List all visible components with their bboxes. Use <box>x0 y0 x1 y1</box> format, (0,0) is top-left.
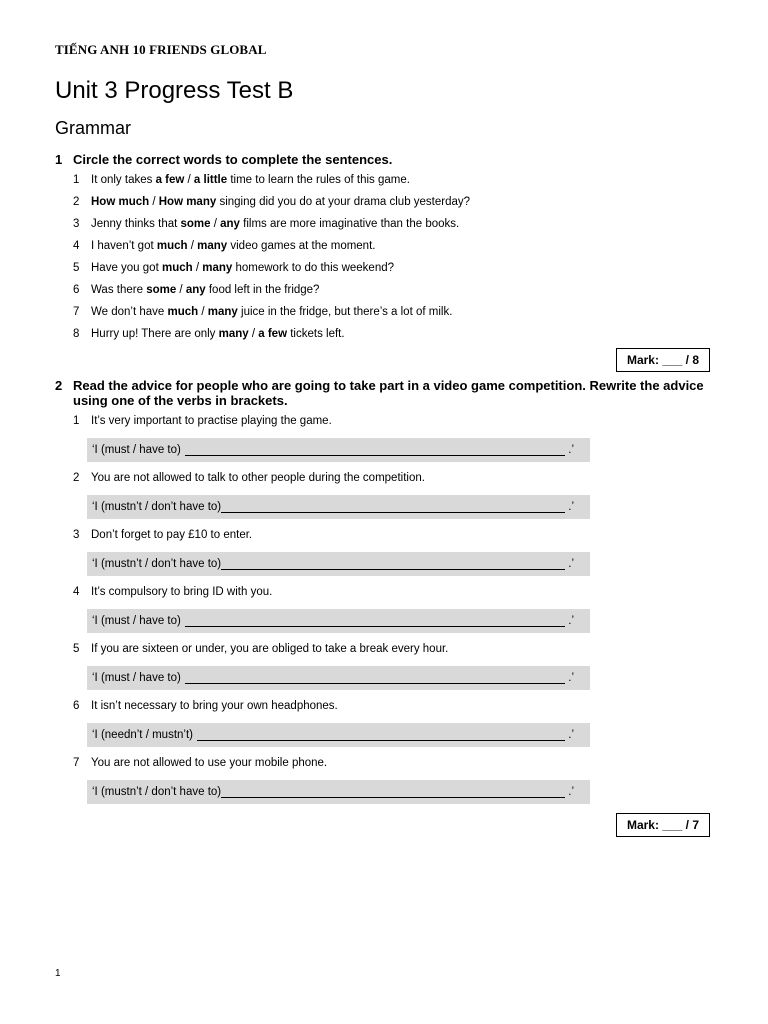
item-number: 4 <box>73 240 80 252</box>
mark-box-q2: Mark: ___ / 7 <box>616 813 710 837</box>
item-number: 5 <box>73 262 80 274</box>
item-number: 2 <box>73 196 80 208</box>
answer-blank-line[interactable] <box>221 797 565 798</box>
choice-separator: / <box>198 306 208 318</box>
text-post: video games at the moment. <box>227 240 376 252</box>
choice-separator: / <box>210 218 221 230</box>
item-text <box>91 326 345 342</box>
choice-separator: / <box>187 240 198 252</box>
text-pre: Jenny thinks that <box>91 218 181 230</box>
choice-option-b[interactable]: a little <box>193 174 228 186</box>
choice-separator: / <box>192 262 203 274</box>
item-text: It’s very important to practise playing the game. <box>91 415 332 427</box>
item-text <box>91 260 394 276</box>
choice-option-a[interactable]: a few <box>155 174 185 186</box>
choice-separator: / <box>248 328 259 340</box>
choice-option-b[interactable]: many <box>202 262 233 274</box>
choice-option-a[interactable]: much <box>161 262 193 274</box>
choice-option-a[interactable]: How much <box>91 196 150 208</box>
answer-prompt: ‘I (mustn’t / don’t have to) <box>92 501 222 513</box>
item-number: 2 <box>73 472 80 484</box>
choice-option-a[interactable]: some <box>180 218 211 230</box>
answer-prompt: ‘I (must / have to) <box>92 615 181 627</box>
answer-blank-line[interactable] <box>197 740 565 741</box>
mark-box-q1: Mark: ___ / 8 <box>616 348 710 372</box>
item-text: If you are sixteen or under, you are obliged to take a break every hour. <box>91 643 449 655</box>
choice-option-b[interactable]: any <box>220 218 240 230</box>
answer-blank-line[interactable] <box>185 683 565 684</box>
item-text <box>91 238 375 254</box>
item-number: 5 <box>73 643 80 655</box>
book-header: TIẾNG ANH 10 FRIENDS GLOBAL <box>55 42 267 57</box>
answer-blank-line[interactable] <box>221 512 565 513</box>
item-number: 3 <box>73 218 80 230</box>
item-text <box>91 304 452 320</box>
answer-prompt: ‘I (must / have to) <box>92 672 181 684</box>
text-post: food left in the fridge? <box>205 284 320 296</box>
page-title: Unit 3 Progress Test B <box>55 77 294 104</box>
answer-field[interactable] <box>87 495 590 519</box>
question-instruction: Circle the correct words to complete the sentences. <box>73 152 393 167</box>
page-number: 1 <box>55 968 61 979</box>
answer-field[interactable] <box>87 438 590 462</box>
choice-separator: / <box>149 196 159 208</box>
answer-blank-line[interactable] <box>221 569 565 570</box>
text-pre: It only takes <box>91 174 156 186</box>
item-text: It’s compulsory to bring ID with you. <box>91 586 273 598</box>
choice-option-b[interactable]: any <box>185 284 206 296</box>
answer-end: .’ <box>568 558 574 570</box>
text-post: time to learn the rules of this game. <box>227 174 410 186</box>
choice-option-b[interactable]: many <box>197 240 228 252</box>
item-number: 1 <box>73 415 80 427</box>
item-text <box>91 282 319 298</box>
text-pre: We don’t have <box>91 306 168 318</box>
choice-separator: / <box>176 284 186 296</box>
text-post: films are more imaginative than the books. <box>239 218 460 230</box>
item-text: Don’t forget to pay £10 to enter. <box>91 529 253 541</box>
text-pre: Was there <box>91 284 147 296</box>
item-number: 7 <box>73 757 80 769</box>
section-title: Grammar <box>55 118 131 138</box>
item-number: 3 <box>73 529 80 541</box>
answer-field[interactable] <box>87 780 590 804</box>
item-number: 1 <box>73 174 80 186</box>
answer-blank-line[interactable] <box>185 455 565 456</box>
answer-end: .’ <box>568 786 574 798</box>
choice-option-a[interactable]: many <box>218 328 249 340</box>
answer-field[interactable] <box>87 723 590 747</box>
text-post: homework to do this weekend? <box>232 262 395 274</box>
choice-separator: / <box>184 174 194 186</box>
item-text <box>91 172 410 188</box>
choice-option-a[interactable]: much <box>156 240 188 252</box>
text-post: tickets left. <box>287 328 345 340</box>
answer-end: .’ <box>568 672 574 684</box>
answer-end: .’ <box>568 444 574 456</box>
text-pre: I haven’t got <box>91 240 157 252</box>
item-number: 6 <box>73 284 80 296</box>
item-text <box>91 216 459 232</box>
text-pre: Have you got <box>91 262 162 274</box>
answer-field[interactable] <box>87 609 590 633</box>
text-post: singing did you do at your drama club yesterday? <box>216 196 471 208</box>
choice-option-a[interactable]: much <box>167 306 199 318</box>
item-text <box>91 194 470 210</box>
item-text: It isn’t necessary to bring your own headphones. <box>91 700 338 712</box>
item-text: You are not allowed to talk to other people during the competition. <box>91 472 425 484</box>
question-number: 1 <box>55 152 63 167</box>
answer-prompt: ‘I (must / have to) <box>92 444 181 456</box>
answer-prompt: ‘I (mustn’t / don’t have to) <box>92 786 222 798</box>
item-text: You are not allowed to use your mobile phone. <box>91 757 328 769</box>
answer-prompt: ‘I (mustn’t / don’t have to) <box>92 558 222 570</box>
answer-field[interactable] <box>87 666 590 690</box>
item-number: 7 <box>73 306 80 318</box>
question-instruction: Read the advice for people who are going to take part in a video game competition. Rewrite the advice using one of the verbs in brackets. <box>73 378 704 408</box>
question-number: 2 <box>55 378 63 393</box>
choice-option-b[interactable]: many <box>207 306 238 318</box>
answer-prompt: ‘I (needn’t / mustn’t) <box>92 729 193 741</box>
item-number: 8 <box>73 328 80 340</box>
text-pre: Hurry up! There are only <box>91 328 219 340</box>
choice-option-a[interactable]: some <box>146 284 177 296</box>
choice-option-b[interactable]: a few <box>258 328 288 340</box>
answer-end: .’ <box>568 729 574 741</box>
answer-end: .’ <box>568 615 574 627</box>
answer-blank-line[interactable] <box>185 626 565 627</box>
choice-option-b[interactable]: How many <box>158 196 217 208</box>
item-number: 4 <box>73 586 80 598</box>
item-number: 6 <box>73 700 80 712</box>
answer-field[interactable] <box>87 552 590 576</box>
text-post: juice in the fridge, but there’s a lot of milk. <box>237 306 453 318</box>
answer-end: .’ <box>568 501 574 513</box>
